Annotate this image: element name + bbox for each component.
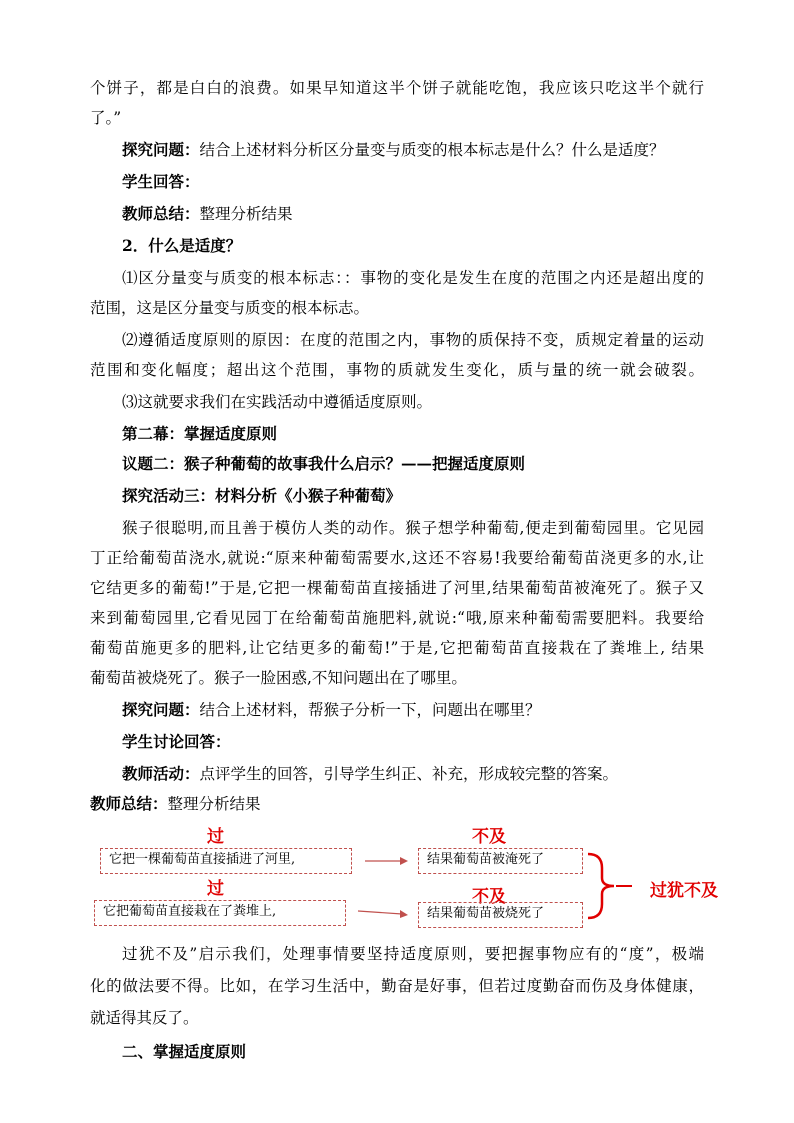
explore-question-label: 探究问题： xyxy=(122,700,200,719)
explore-question-label: 探究问题： xyxy=(122,140,200,159)
teacher-summary-label: 教师总结： xyxy=(90,794,168,813)
paragraph-line: ⑶这就要求我们在实践活动中遵循适度原则。 xyxy=(122,393,433,411)
cause-box-2: 它把葡萄苗直接栽在了粪堆上, xyxy=(94,900,346,926)
teacher-activity-label: 教师活动： xyxy=(122,764,200,783)
teacher-summary-text: 整理分析结果 xyxy=(199,205,293,223)
explore-question-text: 结合上述材料，帮猴子分析一下，问题出在哪里？ xyxy=(199,701,541,719)
teacher-summary-label: 教师总结： xyxy=(122,204,200,223)
paragraph-line: ⑴区分量变与质变的根本标志：：事物的变化是发生在度的范围之内还是超出度的 xyxy=(122,269,704,287)
teacher-activity xyxy=(122,764,618,784)
conclusion-label: 过犹不及 xyxy=(650,881,718,901)
conclusion-line: 就适得其反了。 xyxy=(90,1009,199,1027)
teacher-activity-text: 点评学生的回答，引导学生纠正、补充，形成较完整的答案。 xyxy=(199,765,619,783)
act-heading: 第二幕：掌握适度原则 xyxy=(122,424,278,443)
brace xyxy=(588,854,614,918)
teacher-summary xyxy=(90,794,261,814)
over-label: 过 xyxy=(207,827,224,847)
paragraph-line: 个饼子，都是白白的浪费。如果早知道这半个饼子就能吃饱，我应该只吃这半个就行 xyxy=(90,79,704,97)
section-heading: 2．什么是适度？ xyxy=(122,236,242,255)
paragraph-line: 范围，这是区分量变与质变的根本标志。 xyxy=(90,299,370,317)
story-line: 丁正给葡萄苗浇水,就说:“原来种葡萄需要水,这还不容易!我要给葡萄苗浇更多的水,让 xyxy=(90,549,704,567)
paragraph-line: ⑵遵循适度原则的原因：在度的范围之内，事物的质保持不变，质规定着量的运动 xyxy=(122,331,704,349)
over-label: 过 xyxy=(207,879,224,899)
story-line: 葡萄苗被烧死了。猴子一脸困惑,不知问题出在了哪里。 xyxy=(90,669,467,687)
story-line: 葡萄苗施更多的肥料,让它结更多的葡萄!”于是,它把葡萄苗直接栽在了粪堆上, 结果 xyxy=(90,639,704,657)
story-line: 猴子很聪明,而且善于模仿人类的动作。猴子想学种葡萄,便走到葡萄园里。它见园 xyxy=(122,519,704,537)
result-box-2: 结果葡萄苗被烧死了 xyxy=(418,902,583,928)
explore-question xyxy=(122,700,541,720)
under-label: 不及 xyxy=(472,827,506,847)
conclusion-line: 过犹不及”启示我们，处理事情要坚持适度原则，要把握事物应有的“度”，极端 xyxy=(122,945,704,963)
story-line: 来到葡萄园里,它看见园丁在给葡萄苗施肥料,就说:“哦,原来种葡萄需要肥料。我要给 xyxy=(90,609,704,627)
explore-activity-heading: 探究活动三：材料分析《小猴子种葡萄》 xyxy=(122,486,402,505)
section-heading: 二、掌握适度原则 xyxy=(122,1042,247,1061)
story-line: 它结更多的葡萄!”于是,它把一棵葡萄苗直接插进了河里,结果葡萄苗被淹死了。猴子又 xyxy=(90,579,704,597)
arrow-1 xyxy=(365,857,408,865)
over-under-diagram xyxy=(90,818,750,938)
paragraph-line: 范围和变化幅度；超出这个范围，事物的质就发生变化，质与量的统一就会破裂。 xyxy=(90,361,704,379)
under-label: 不及 xyxy=(472,887,506,907)
teacher-summary xyxy=(122,204,293,224)
arrow-2 xyxy=(358,910,408,918)
student-answer-label: 学生回答： xyxy=(122,172,200,191)
paragraph-line: 了。” xyxy=(90,109,122,127)
teacher-summary-text: 整理分析结果 xyxy=(167,795,261,813)
explore-question-text: 结合上述材料分析区分量变与质变的根本标志是什么？什么是适度？ xyxy=(199,141,665,159)
cause-box-1: 它把一棵葡萄苗直接插进了河里, xyxy=(100,848,352,874)
topic-heading: 议题二：猴子种葡萄的故事我什么启示？——把握适度原则 xyxy=(122,454,526,473)
result-box-1: 结果葡萄苗被淹死了 xyxy=(418,848,583,874)
student-discussion-label: 学生讨论回答： xyxy=(122,732,231,751)
conclusion-line: 化的做法要不得。比如，在学习生活中，勤奋是好事，但若过度勤奋而伤及身体健康， xyxy=(90,977,704,995)
explore-question xyxy=(122,140,665,160)
